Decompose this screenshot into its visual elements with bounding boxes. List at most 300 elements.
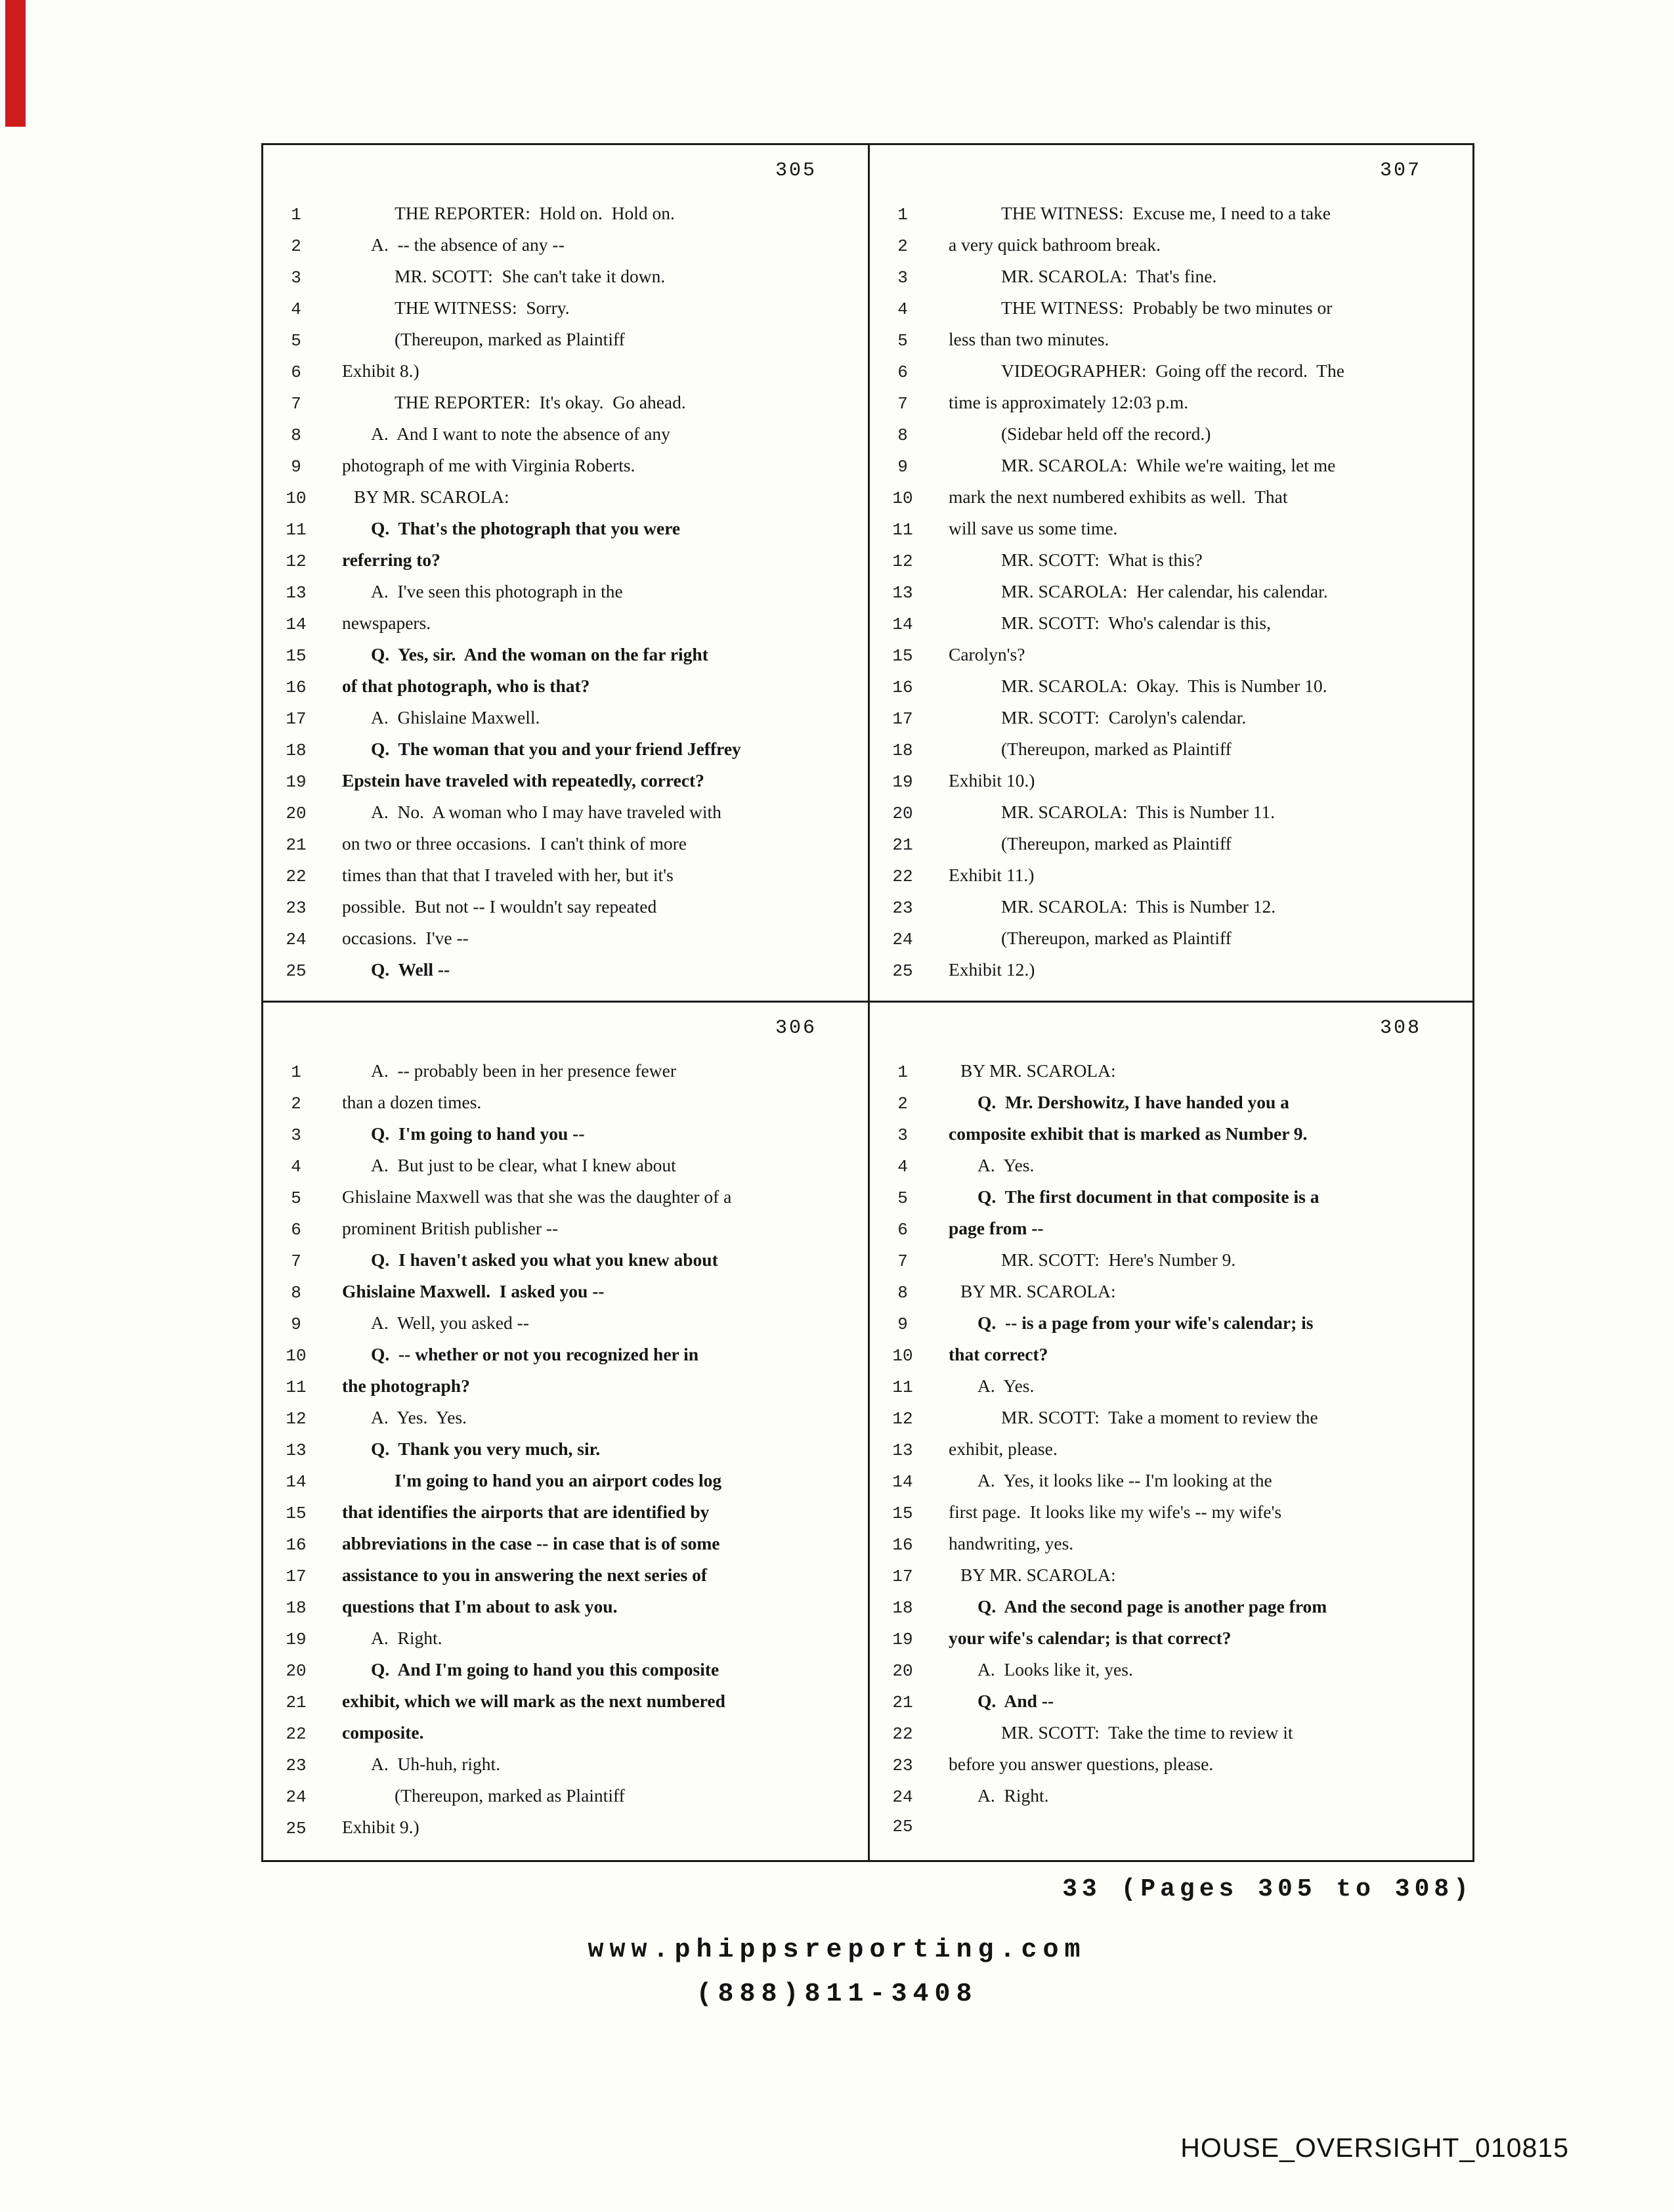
transcript-line [879,1722,1472,1754]
line-text: MR. SCOTT: Take the time to review it [1001,1722,1293,1743]
line-text: A. No. A woman who I may have traveled with [371,802,721,822]
line-text: the photograph? [342,1376,470,1396]
line-number: 23 [286,1756,307,1775]
line-text: THE WITNESS: Probably be two minutes or [1001,297,1333,318]
line-text: (Thereupon, marked as Plaintiff [395,329,625,349]
line-text: Exhibit 11.) [949,865,1035,885]
line-number: 3 [897,1125,908,1145]
line-number: 22 [286,867,307,886]
line-number: 11 [286,520,307,540]
line-text: A. I've seen this photograph in the [371,581,623,601]
line-text: a very quick bathroom break. [949,234,1161,255]
transcript-lines [870,1060,1472,1848]
line-text: time is approximately 12:03 p.m. [949,392,1189,412]
line-number: 5 [897,331,908,351]
transcript-line [879,455,1472,487]
transcript-line [272,550,868,581]
line-text: A. Yes. [977,1155,1035,1175]
line-text: Q. The woman that you and your friend Jeffrey [371,739,741,759]
transcript-line [272,676,868,707]
line-text: Q. And -- [977,1691,1054,1711]
line-text: MR. SCAROLA: That's fine. [1001,266,1217,286]
line-number: 19 [286,772,307,792]
line-text: MR. SCAROLA: Her calendar, his calendar. [1001,581,1328,601]
line-number: 23 [286,898,307,918]
line-number: 12 [286,552,307,571]
document-id-label: HOUSE_OVERSIGHT_010815 [1180,2133,1569,2163]
transcript-line [879,1344,1472,1376]
line-text: Q. I'm going to hand you -- [371,1123,585,1144]
transcript-line [272,1596,868,1628]
line-number: 5 [291,1188,301,1208]
line-number: 7 [291,394,301,414]
transcript-line [879,1817,1472,1848]
transcript-line [879,203,1472,234]
transcript-line [879,1376,1472,1407]
line-number: 25 [286,961,307,981]
transcript-page-306 [263,1003,868,1860]
transcript-line [272,1817,868,1848]
transcript-line [272,423,868,455]
transcript-line [272,1312,868,1344]
line-text: page from -- [949,1218,1044,1238]
transcript-line [272,613,868,644]
line-text: THE WITNESS: Sorry. [395,297,570,318]
line-number: 24 [892,930,913,949]
line-text: BY MR. SCAROLA: [354,487,509,507]
line-number: 25 [892,961,913,981]
transcript-line [272,1439,868,1470]
line-text: than a dozen times. [342,1092,482,1112]
line-text: first page. It looks like my wife's -- my wife's [949,1502,1282,1522]
transcript-line [272,1218,868,1249]
line-text: Epstein have traveled with repeatedly, correct? [342,770,704,791]
transcript-line [879,1565,1472,1596]
transcript-line [879,896,1472,928]
transcript-line [272,1344,868,1376]
line-number: 14 [286,1472,307,1492]
transcript-line [272,739,868,770]
line-text: on two or three occasions. I can't think of more [342,833,687,854]
line-text: less than two minutes. [949,329,1109,349]
line-text: A. Yes. [977,1376,1035,1396]
line-number: 1 [291,205,301,225]
line-text: Exhibit 10.) [949,770,1035,791]
line-number: 21 [286,1693,307,1712]
transcript-line [879,1596,1472,1628]
line-text: (Thereupon, marked as Plaintiff [1001,739,1232,759]
line-number: 8 [897,1283,908,1303]
reporter-phone: (888)811-3408 [696,1980,978,2009]
line-number: 20 [286,1661,307,1681]
line-text: A. -- probably been in her presence fewer [371,1060,676,1081]
transcript-line [879,1312,1472,1344]
transcript-line [879,1502,1472,1533]
transcript-page-305 [263,145,868,1003]
transcript-line [272,1785,868,1817]
line-text: composite. [342,1722,424,1743]
line-text: your wife's calendar; is that correct? [949,1628,1232,1648]
line-number: 3 [291,1125,301,1145]
line-number: 19 [892,1630,913,1649]
line-text: photograph of me with Virginia Roberts. [342,455,635,475]
line-text: THE WITNESS: Excuse me, I need to a take [1001,203,1331,223]
transcript-lines [263,1060,868,1848]
line-text: Exhibit 12.) [949,959,1035,980]
transcript-line [879,959,1472,991]
line-number: 18 [892,1598,913,1618]
line-text: (Thereupon, marked as Plaintiff [1001,928,1232,948]
line-number: 18 [286,741,307,760]
line-number: 16 [286,678,307,697]
line-number: 12 [286,1409,307,1429]
line-text: A. But just to be clear, what I knew about [371,1155,676,1175]
line-number: 13 [286,583,307,603]
transcript-line [879,297,1472,329]
line-number: 12 [892,1409,913,1429]
line-number: 23 [892,1756,913,1775]
line-number: 8 [291,1283,301,1303]
transcript-line [272,487,868,518]
line-number: 20 [892,804,913,823]
line-number: 6 [897,362,908,382]
line-text: A. -- the absence of any -- [371,234,565,255]
transcript-line [272,329,868,360]
transcript-line [272,203,868,234]
transcript-line [272,297,868,329]
line-number: 24 [286,930,307,949]
line-text: will save us some time. [949,518,1118,538]
line-number: 5 [897,1188,908,1208]
line-text: Q. -- whether or not you recognized her in [371,1344,699,1364]
line-number: 21 [892,835,913,855]
line-text: exhibit, which we will mark as the next numbered [342,1691,725,1711]
line-number: 11 [286,1377,307,1397]
transcript-line [879,1439,1472,1470]
line-number: 17 [286,709,307,729]
line-number: 10 [892,1346,913,1366]
line-text: Q. Yes, sir. And the woman on the far right [371,644,708,664]
line-text: A. Looks like it, yes. [977,1659,1133,1680]
line-text: Q. I haven't asked you what you knew about [371,1249,718,1270]
line-number: 1 [291,1062,301,1082]
line-number: 2 [291,236,301,256]
transcript-lines [263,203,868,991]
transcript-line [879,770,1472,802]
line-number: 20 [286,804,307,823]
line-text: A. Right. [977,1785,1049,1806]
line-number: 20 [892,1661,913,1681]
line-number: 14 [892,615,913,634]
line-text: (Thereupon, marked as Plaintiff [395,1785,625,1806]
line-text: A. Well, you asked -- [371,1312,529,1333]
line-number: 15 [892,1504,913,1523]
line-number: 9 [291,1314,301,1334]
line-number: 24 [892,1787,913,1807]
line-text: A. Ghislaine Maxwell. [371,707,540,727]
line-number: 5 [291,331,301,351]
line-text: A. Right. [371,1628,442,1648]
line-number: 4 [291,1157,301,1177]
transcript-line [879,865,1472,896]
line-text: Carolyn's? [949,644,1025,664]
transcript-line [879,928,1472,959]
line-text: questions that I'm about to ask you. [342,1596,618,1616]
transcript-grid [261,143,1474,1862]
line-number: 13 [286,1441,307,1460]
transcript-line [879,1186,1472,1218]
transcript-line [272,1659,868,1691]
line-number: 18 [286,1598,307,1618]
transcript-line [272,1628,868,1659]
line-number: 1 [897,1062,908,1082]
line-number: 3 [897,268,908,288]
line-number: 16 [286,1535,307,1555]
transcript-line [272,1407,868,1439]
line-number: 17 [892,1567,913,1586]
transcript-line [879,487,1472,518]
line-number: 11 [892,1377,913,1397]
transcript-line [272,896,868,928]
line-text: newspapers. [342,613,431,633]
transcript-line [272,1249,868,1281]
transcript-line [272,802,868,833]
line-text: Q. And the second page is another page from [977,1596,1327,1616]
transcript-line [272,455,868,487]
transcript-page-307 [868,145,1472,1003]
line-text: Q. Thank you very much, sir. [371,1439,601,1459]
line-number: 4 [291,299,301,319]
line-text: VIDEOGRAPHER: Going off the record. The [1001,360,1344,381]
page-number: 308 [1379,1017,1421,1039]
line-text: BY MR. SCAROLA: [960,1565,1116,1585]
line-text: times than that that I traveled with her, but it's [342,865,674,885]
transcript-line [879,550,1472,581]
line-text: MR. SCAROLA: This is Number 12. [1001,896,1276,917]
transcript-line [879,266,1472,297]
line-text: A. And I want to note the absence of any [371,423,670,444]
transcript-line [272,1565,868,1596]
line-text: Q. And I'm going to hand you this composite [371,1659,719,1680]
transcript-line [879,802,1472,833]
line-number: 7 [897,1251,908,1271]
line-text: MR. SCOTT: What is this? [1001,550,1203,570]
transcript-line [272,266,868,297]
transcript-line [879,739,1472,770]
line-text: exhibit, please. [949,1439,1058,1459]
reporter-website: www.phippsreporting.com [588,1936,1086,1965]
transcript-line [272,581,868,613]
line-text: Q. The first document in that composite is a [977,1186,1320,1207]
line-number: 10 [286,488,307,508]
line-number: 19 [892,772,913,792]
line-number: 23 [892,898,913,918]
line-text: Q. Mr. Dershowitz, I have handed you a [977,1092,1289,1112]
line-text: Q. Well -- [371,959,450,980]
line-number: 22 [892,1724,913,1744]
transcript-line [879,1249,1472,1281]
line-text: mark the next numbered exhibits as well. That [949,487,1288,507]
line-number: 7 [291,1251,301,1271]
line-number: 19 [286,1630,307,1649]
transcript-line [879,360,1472,392]
line-text: MR. SCOTT: Take a moment to review the [1001,1407,1318,1427]
line-number: 9 [897,457,908,477]
line-number: 8 [291,425,301,445]
transcript-line [272,770,868,802]
line-text: MR. SCOTT: Here's Number 9. [1001,1249,1236,1270]
line-number: 2 [897,1094,908,1114]
transcript-line [879,518,1472,550]
transcript-line [879,1470,1472,1502]
transcript-line [272,1376,868,1407]
line-number: 9 [291,457,301,477]
line-number: 25 [892,1817,913,1836]
line-number: 16 [892,1535,913,1555]
transcript-line [879,329,1472,360]
line-number: 12 [892,552,913,571]
transcript-line [272,1533,868,1565]
line-text: MR. SCOTT: Who's calendar is this, [1001,613,1271,633]
transcript-lines [870,203,1472,991]
line-text: Q. -- is a page from your wife's calendar; is [977,1312,1314,1333]
line-number: 21 [286,835,307,855]
line-number: 16 [892,678,913,697]
transcript-line [879,423,1472,455]
transcript-line [272,707,868,739]
page-number: 305 [775,160,817,182]
line-number: 14 [892,1472,913,1492]
line-text: Q. That's the photograph that you were [371,518,681,538]
line-number: 17 [892,709,913,729]
transcript-line [879,1092,1472,1123]
line-text: Ghislaine Maxwell. I asked you -- [342,1281,605,1301]
line-number: 6 [291,1220,301,1240]
transcript-line [272,1470,868,1502]
line-text: MR. SCOTT: Carolyn's calendar. [1001,707,1247,727]
line-number: 15 [286,646,307,666]
line-number: 17 [286,1567,307,1586]
reporter-footer [0,1936,1674,2009]
transcript-line [272,234,868,266]
line-number: 4 [897,299,908,319]
transcript-line [879,392,1472,423]
line-text: composite exhibit that is marked as Number 9. [949,1123,1308,1144]
transcript-line [879,676,1472,707]
line-text: (Sidebar held off the record.) [1001,423,1211,444]
line-text: assistance to you in answering the next series of [342,1565,708,1585]
transcript-line [272,1722,868,1754]
line-number: 9 [897,1314,908,1334]
line-number: 6 [897,1220,908,1240]
line-number: 15 [286,1504,307,1523]
line-number: 21 [892,1693,913,1712]
transcript-line [879,644,1472,676]
transcript-line [272,1186,868,1218]
transcript-line [879,1218,1472,1249]
line-number: 7 [897,394,908,414]
line-text: A. Yes, it looks like -- I'm looking at the [977,1470,1272,1490]
transcript-page-308 [868,1003,1472,1860]
line-number: 3 [291,268,301,288]
transcript-line [879,1785,1472,1817]
red-margin-mark [5,0,26,127]
page-number: 306 [775,1017,817,1039]
transcript-line [272,928,868,959]
line-text: abbreviations in the case -- in case that is of some [342,1533,720,1553]
line-text: Exhibit 9.) [342,1817,419,1837]
transcript-line [879,1628,1472,1659]
page-range-label: 33 (Pages 305 to 308) [1062,1875,1473,1903]
line-text: A. Yes. Yes. [371,1407,467,1427]
line-number: 6 [291,362,301,382]
transcript-line [272,1060,868,1092]
transcript-line [272,392,868,423]
transcript-line [272,360,868,392]
line-text: MR. SCAROLA: While we're waiting, let me [1001,455,1336,475]
line-number: 1 [897,205,908,225]
transcript-line [879,1060,1472,1092]
transcript-line [272,1155,868,1186]
transcript-line [272,1691,868,1722]
line-number: 2 [897,236,908,256]
transcript-line [879,1281,1472,1312]
line-text: Ghislaine Maxwell was that she was the daughter of a [342,1186,732,1207]
transcript-line [272,644,868,676]
transcript-line [879,707,1472,739]
line-number: 13 [892,583,913,603]
line-text: prominent British publisher -- [342,1218,559,1238]
transcript-line [879,1533,1472,1565]
line-text: that correct? [949,1344,1048,1364]
line-text: possible. But not -- I wouldn't say repeated [342,896,657,917]
line-text: handwriting, yes. [949,1533,1074,1553]
page-number: 307 [1379,160,1421,182]
line-text: referring to? [342,550,440,570]
transcript-line [879,1754,1472,1785]
line-text: BY MR. SCAROLA: [960,1060,1116,1081]
transcript-line [272,865,868,896]
line-number: 25 [286,1819,307,1838]
transcript-line [879,581,1472,613]
line-number: 18 [892,741,913,760]
line-text: of that photograph, who is that? [342,676,590,696]
transcript-line [879,1659,1472,1691]
line-number: 11 [892,520,913,540]
line-number: 2 [291,1094,301,1114]
transcript-line [879,1691,1472,1722]
line-number: 22 [892,867,913,886]
line-text: MR. SCOTT: She can't take it down. [395,266,666,286]
line-text: BY MR. SCAROLA: [960,1281,1116,1301]
line-number: 14 [286,615,307,634]
transcript-line [272,1092,868,1123]
line-text: THE REPORTER: Hold on. Hold on. [395,203,675,223]
line-number: 4 [897,1157,908,1177]
line-text: that identifies the airports that are identified by [342,1502,710,1522]
line-number: 13 [892,1441,913,1460]
transcript-line [879,613,1472,644]
transcript-line [272,1281,868,1312]
transcript-line [272,1754,868,1785]
line-number: 10 [286,1346,307,1366]
transcript-line [879,1123,1472,1155]
line-number: 15 [892,646,913,666]
transcript-line [272,1123,868,1155]
line-number: 10 [892,488,913,508]
transcript-line [272,1502,868,1533]
transcript-line [879,1407,1472,1439]
